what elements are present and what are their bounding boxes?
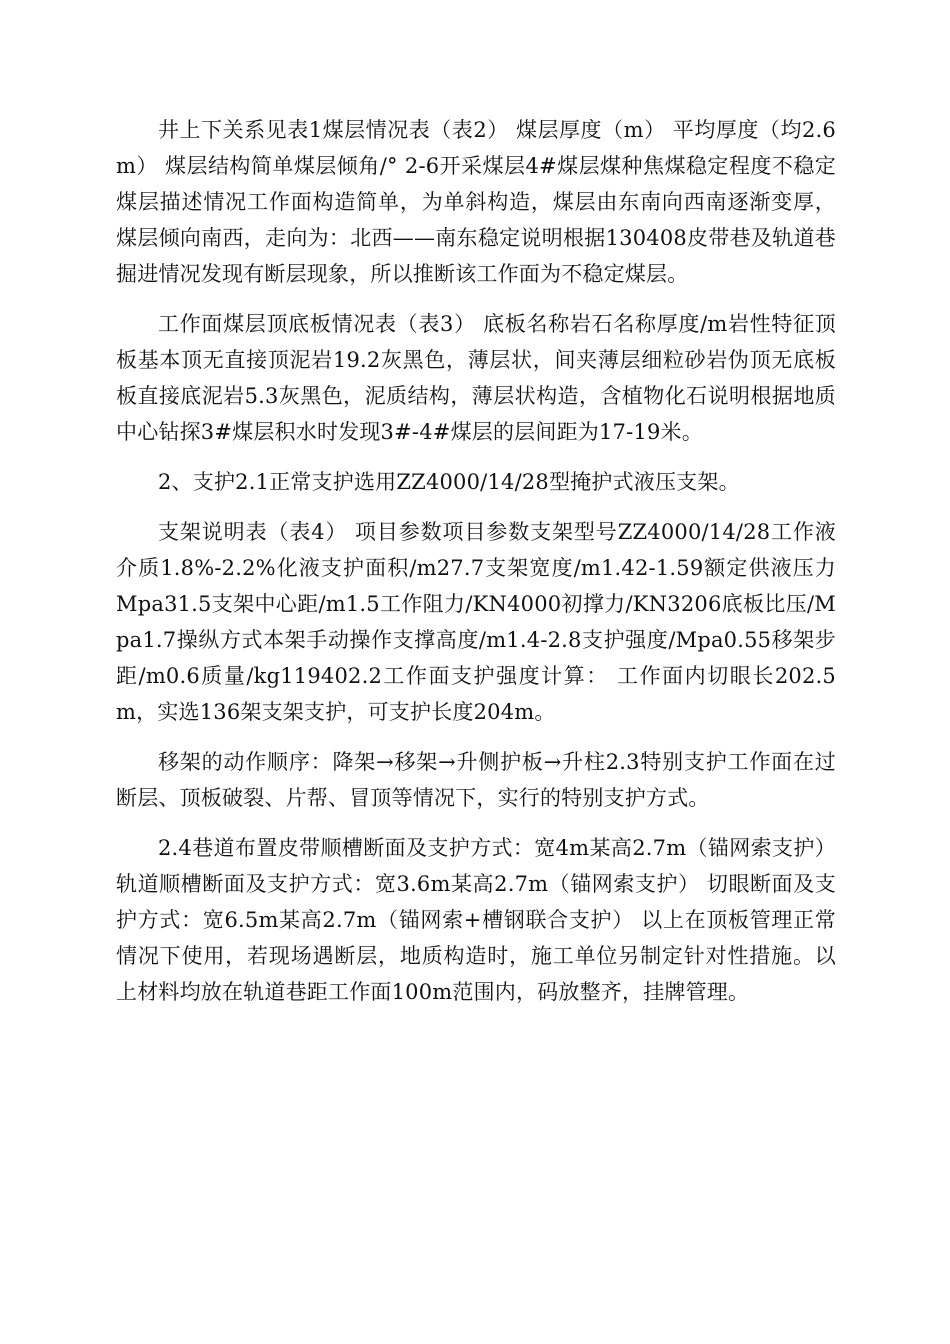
- paragraph-support-specifications: 支架说明表（表4） 项目参数项目参数支架型号ZZ4000/14/28工作液介质1.8%-2.2%化液支护面积/m27.7支架宽度/m1.42-1.59额定供液压力Mpa31.5支架中心距/m1.5工作阻力/KN4000初撑力/KN3206底板比压/Mpa1.7操纵方式本架手动操作支撑高度/m1.4-2.8支护强度/Mpa0.55移架步距/m0.6质量/kg119402.2工作面支护强度计算： 工作面内切眼长202.5m，实选136架支架支护，可支护长度204m。: [116, 520, 836, 724]
- paragraph-roadway-layout: 2.4巷道布置皮带顺槽断面及支护方式：宽4m某高2.7m（锚网索支护） 轨道顺槽断面及支护方式：宽3.6m某高2.7m（锚网索支护） 切眼断面及支护方式：宽6.5m某高2.7m（锚网索+槽钢联合支护） 以上在顶板管理正常情况下使用，若现场遇断层，地质构造时，施工单位另制定针对性措施。以上材料均放在轨道巷距工作面100m范围内，码放整齐，挂牌管理。: [116, 836, 836, 1004]
- paragraph-shifting-sequence: 移架的动作顺序：降架→移架→升侧护板→升柱2.3特别支护工作面在过断层、顶板破裂、片帮、冒顶等情况下，实行的特别支护方式。: [116, 750, 836, 810]
- paragraph-support-selection: 2、支护2.1正常支护选用ZZ4000/14/28型掩护式液压支架。: [158, 470, 740, 494]
- document-body: [116, 112, 836, 1024]
- paragraph-coal-seam-conditions: 井上下关系见表1煤层情况表（表2） 煤层厚度（m） 平均厚度（均2.6m） 煤层结构简单煤层倾角/° 2-6开采煤层4#煤层煤种焦煤稳定程度不稳定煤层描述情况工作面构造简单，为单斜构造，煤层由东南向西南逐渐变厚，煤层倾向南西，走向为：北西——南东稳定说明根据130408皮带巷及轨道巷掘进情况发现有断层现象，所以推断该工作面为不稳定煤层。: [116, 118, 836, 286]
- paragraph-roof-floor-conditions: 工作面煤层顶底板情况表（表3） 底板名称岩石名称厚度/m岩性特征顶板基本顶无直接顶泥岩19.2灰黑色，薄层状，间夹薄层细粒砂岩伪顶无底板板直接底泥岩5.3灰黑色，泥质结构，薄层状构造，含植物化石说明根据地质中心钻探3#煤层积水时发现3#-4#煤层的层间距为17-19米。: [116, 312, 836, 444]
